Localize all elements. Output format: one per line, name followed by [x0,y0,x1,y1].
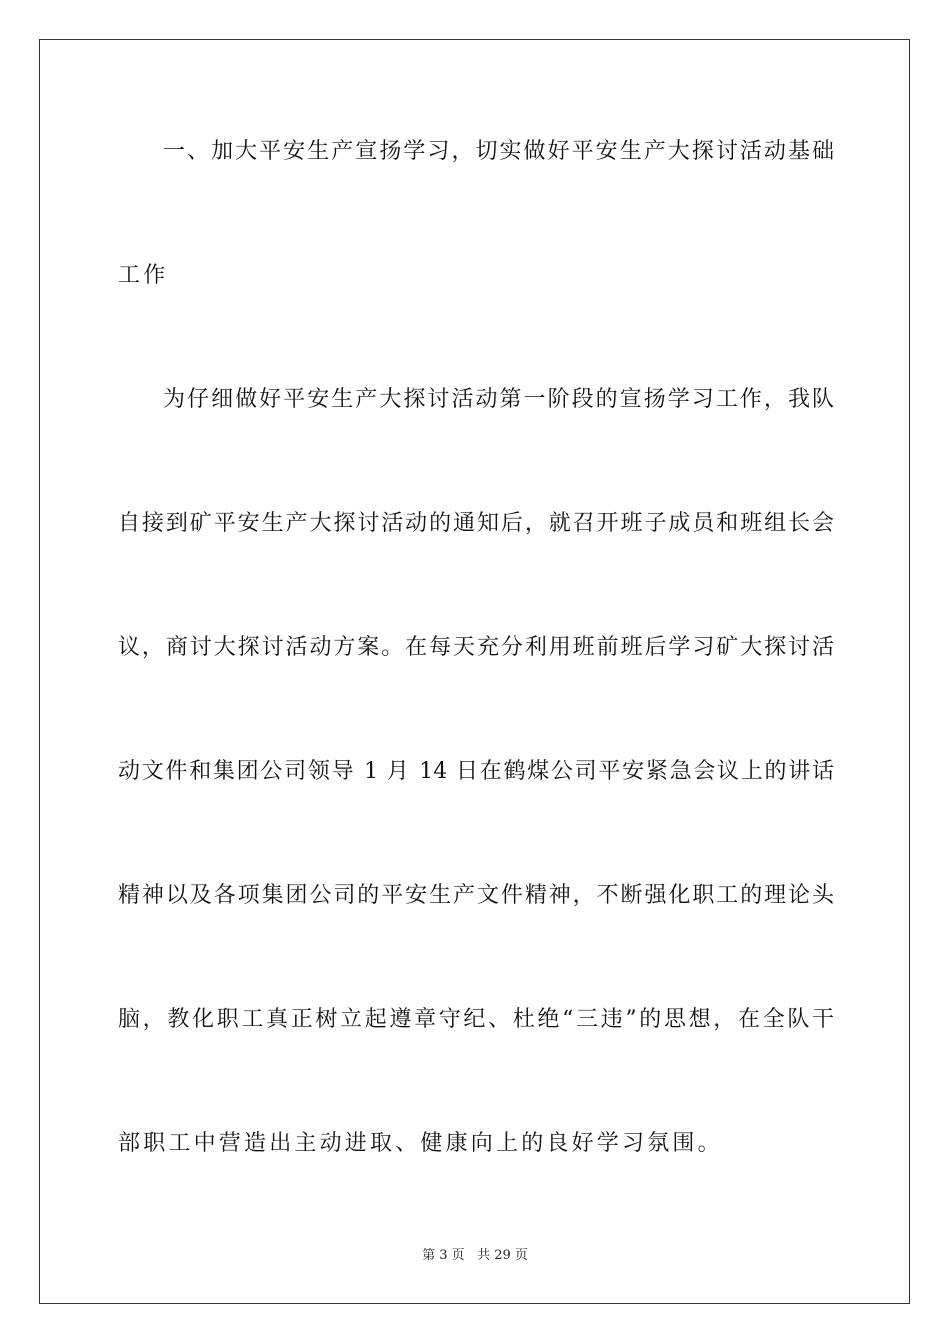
heading-line-2: 工作 [118,263,169,288]
paragraph-line-3: 议，商讨大探讨活动方案。在每天充分利用班前班后学习矿大探讨活 [118,635,834,660]
paragraph-line-6: 脑，教化职工真正树立起遵章守纪、杜绝“三违”的思想，在全队干 [118,1007,834,1032]
paragraph-line-4: 动文件和集团公司领导 1 月 14 日在鹤煤公司平安紧急会议上的讲话 [118,759,834,784]
paragraph-line-1: 为仔细做好平安生产大探讨活动第一阶段的宣扬学习工作，我队 [163,387,834,412]
page-border [39,39,910,1304]
paragraph-line-2: 自接到矿平安生产大探讨活动的通知后，就召开班子成员和班组长会 [118,511,834,536]
page-footer [0,1247,950,1265]
paragraph-line-7: 部职工中营造出主动进取、健康向上的良好学习氛围。 [118,1131,723,1156]
paragraph-line-5: 精神以及各项集团公司的平安生产文件精神，不断强化职工的理论头 [118,883,834,908]
page-total: 共 29 页 [477,1248,528,1263]
page-number: 第 3 页 [422,1248,465,1263]
heading-line-1: 一、加大平安生产宣扬学习，切实做好平安生产大探讨活动基础 [163,139,834,164]
